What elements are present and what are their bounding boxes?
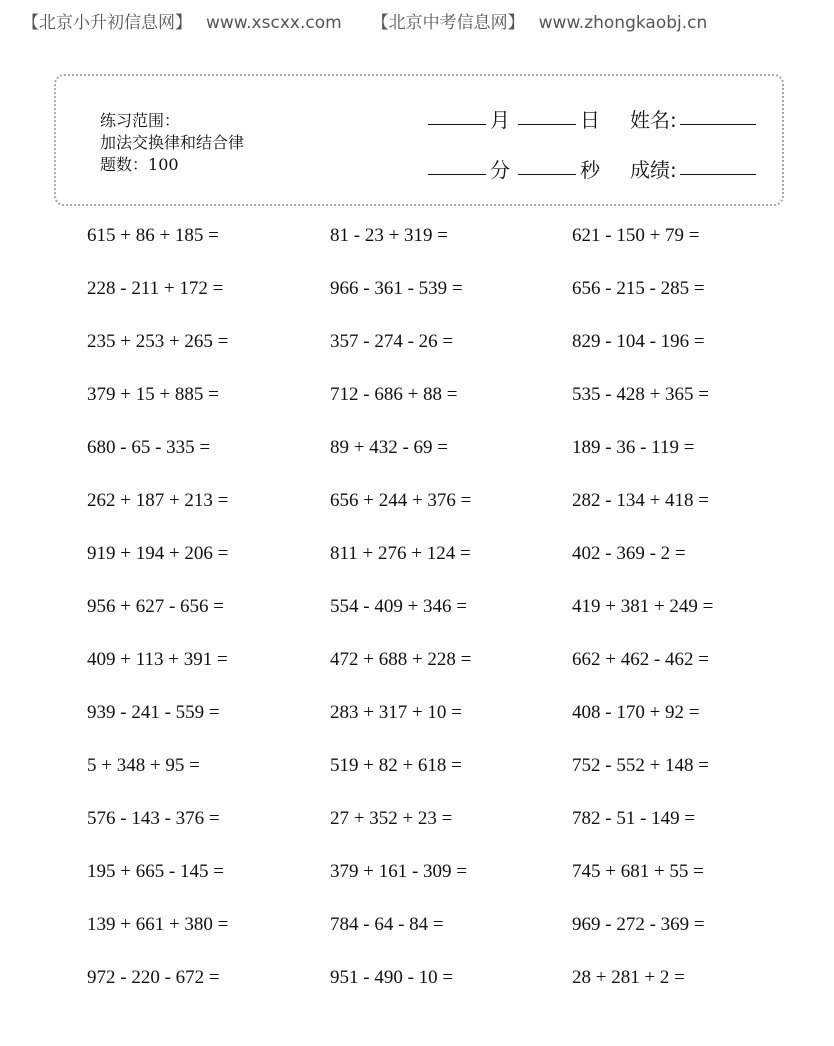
problem-item: 811 + 276 + 124 =	[330, 543, 471, 564]
problem-item: 919 + 194 + 206 =	[87, 543, 229, 564]
problem-item: 621 - 150 + 79 =	[572, 225, 700, 246]
problem-item: 262 + 187 + 213 =	[87, 490, 229, 511]
problem-item: 966 - 361 - 539 =	[330, 278, 463, 299]
problem-item: 409 + 113 + 391 =	[87, 649, 228, 670]
problem-item: 189 - 36 - 119 =	[572, 437, 695, 458]
problem-item: 939 - 241 - 559 =	[87, 702, 220, 723]
site1-link[interactable]: www.xscxx.com	[206, 13, 342, 33]
problem-item: 408 - 170 + 92 =	[572, 702, 700, 723]
problem-item: 235 + 253 + 265 =	[87, 331, 229, 352]
problem-item: 89 + 432 - 69 =	[330, 437, 449, 458]
problem-item: 379 + 15 + 885 =	[87, 384, 219, 405]
problem-item: 752 - 552 + 148 =	[572, 755, 710, 776]
problem-item: 656 + 244 + 376 =	[330, 490, 472, 511]
problem-item: 519 + 82 + 618 =	[330, 755, 462, 776]
problem-item: 535 - 428 + 365 =	[572, 384, 710, 405]
problem-item: 969 - 272 - 369 =	[572, 914, 705, 935]
site2-link[interactable]: www.zhongkaobj.cn	[538, 13, 708, 33]
site1-name: 【北京小升初信息网】	[22, 13, 192, 33]
problem-item: 829 - 104 - 196 =	[572, 331, 705, 352]
problem-item: 81 - 23 + 319 =	[330, 225, 449, 246]
problem-item: 139 + 661 + 380 =	[87, 914, 229, 935]
problem-item: 419 + 381 + 249 =	[572, 596, 714, 617]
problem-item: 782 - 51 - 149 =	[572, 808, 696, 829]
problem-item: 357 - 274 - 26 =	[330, 331, 454, 352]
problem-item: 712 - 686 + 88 =	[330, 384, 458, 405]
range-value: 加法交换律和结合律	[100, 133, 245, 152]
problem-item: 680 - 65 - 335 =	[87, 437, 211, 458]
problem-item: 656 - 215 - 285 =	[572, 278, 705, 299]
second-label: 秒	[580, 158, 600, 182]
problem-item: 28 + 281 + 2 =	[572, 967, 685, 988]
month-label: 月	[490, 108, 510, 132]
problem-item: 615 + 86 + 185 =	[87, 225, 219, 246]
range-label: 练习范围：	[100, 111, 181, 130]
problem-item: 956 + 627 - 656 =	[87, 596, 225, 617]
name-label: 姓名:	[630, 108, 677, 132]
problem-item: 951 - 490 - 10 =	[330, 967, 454, 988]
problem-item: 5 + 348 + 95 =	[87, 755, 200, 776]
minute-label: 分	[490, 158, 510, 182]
problem-item: 195 + 665 - 145 =	[87, 861, 225, 882]
problem-item: 282 - 134 + 418 =	[572, 490, 710, 511]
count-label: 题数：	[100, 155, 149, 174]
problem-item: 554 - 409 + 346 =	[330, 596, 468, 617]
problem-item: 576 - 143 - 376 =	[87, 808, 220, 829]
problem-item: 228 - 211 + 172 =	[87, 278, 224, 299]
day-label: 日	[580, 108, 600, 132]
problem-item: 784 - 64 - 84 =	[330, 914, 444, 935]
score-label: 成绩:	[630, 158, 677, 182]
problem-item: 27 + 352 + 23 =	[330, 808, 453, 829]
problem-item: 972 - 220 - 672 =	[87, 967, 220, 988]
problem-item: 402 - 369 - 2 =	[572, 543, 686, 564]
problem-item: 472 + 688 + 228 =	[330, 649, 472, 670]
site2-name: 【北京中考信息网】	[371, 13, 525, 33]
problem-item: 745 + 681 + 55 =	[572, 861, 704, 882]
problem-item: 662 + 462 - 462 =	[572, 649, 710, 670]
problem-item: 283 + 317 + 10 =	[330, 702, 462, 723]
problem-item: 379 + 161 - 309 =	[330, 861, 468, 882]
count-value: 100	[148, 155, 179, 174]
